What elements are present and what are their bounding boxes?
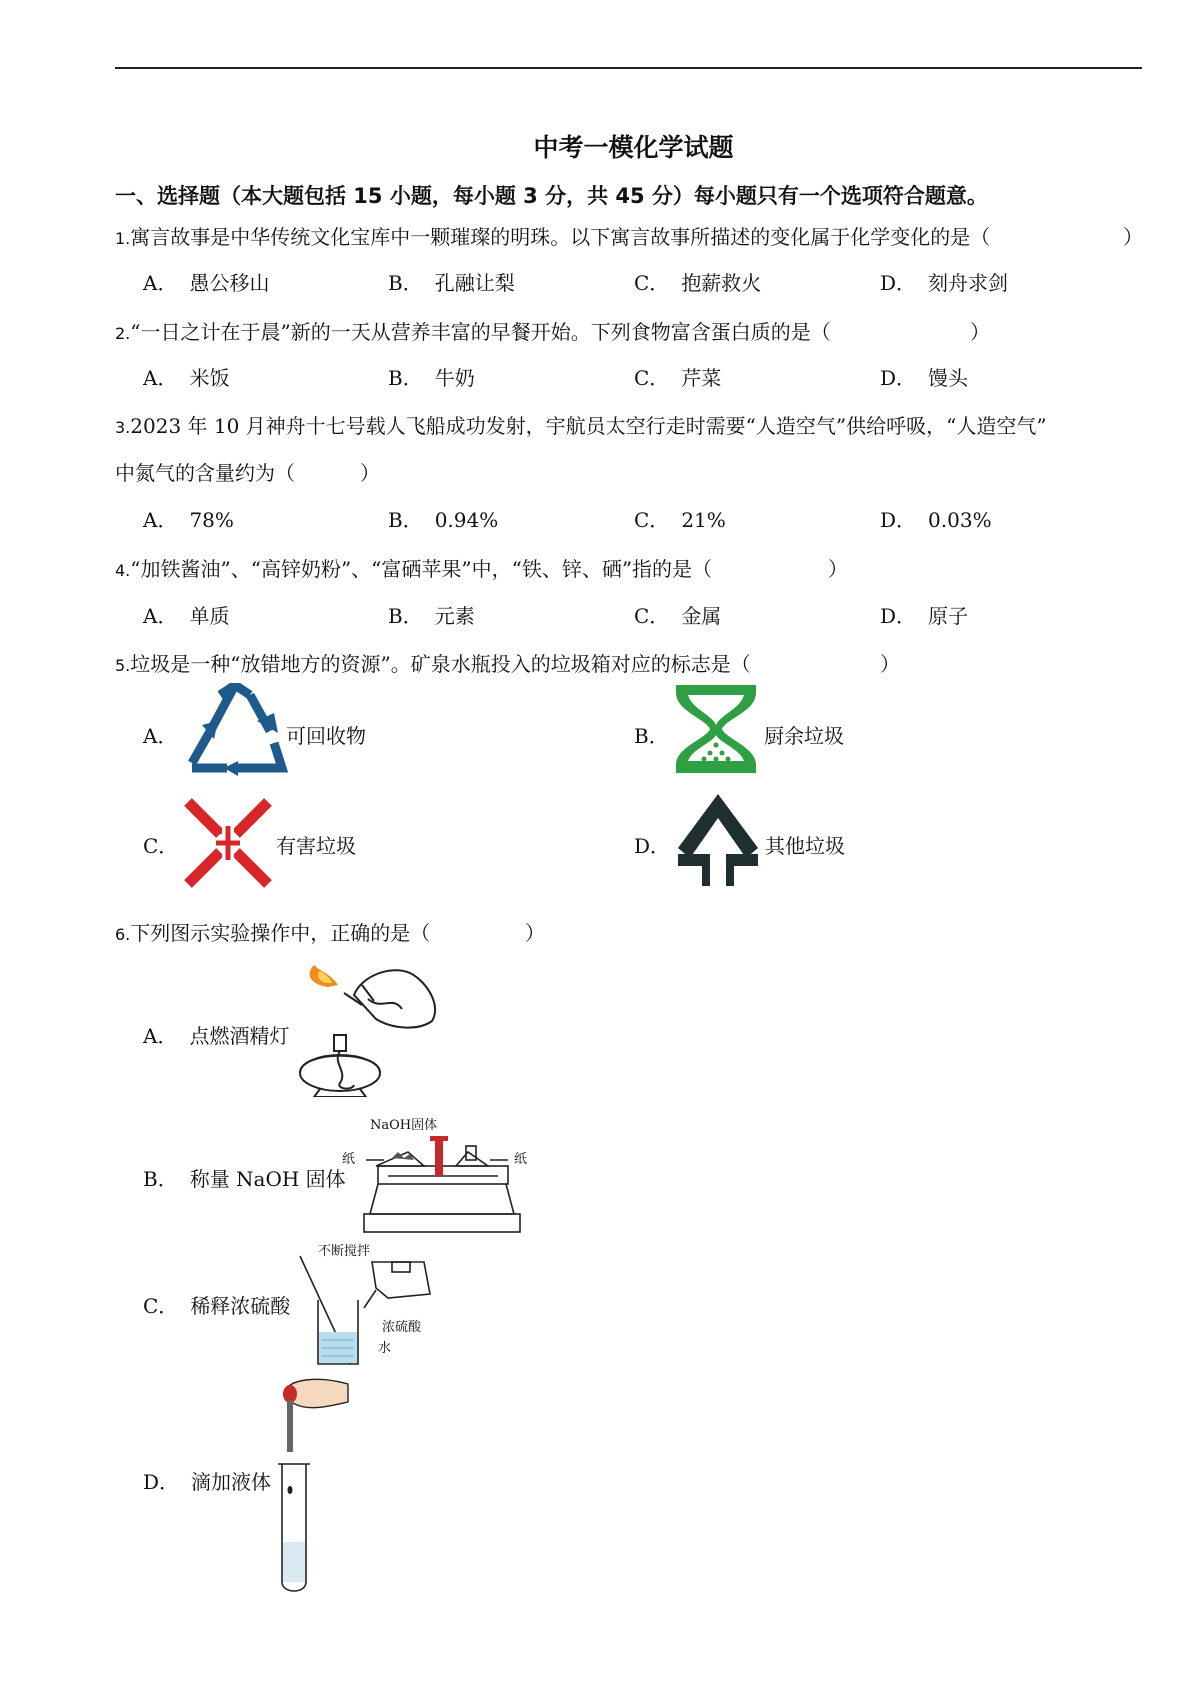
alcohol-lamp-icon [292,955,452,1097]
option-label: A． [143,271,178,295]
option-d[interactable] [880,362,968,391]
stir-label: 不断搅拌 [318,1244,371,1259]
dilute-acid-icon [292,1246,432,1368]
option-label: D． [880,366,917,390]
option-text: 金属 [681,604,722,628]
option-text: 稀释浓硫酸 [190,1294,291,1318]
question-number: 5. [115,656,131,675]
question-3 [115,410,1047,439]
section-heading: 一、选择题（本大题包括 15 小题，每小题 3 分，共 45 分）每小题只有一个选项符合题意。 [115,184,988,208]
option-label: B． [143,1167,178,1191]
recycle-icon [182,683,288,778]
option-c[interactable] [143,830,178,859]
option-label: A． [143,1024,178,1048]
option-a[interactable] [143,720,177,749]
option-text: 称量 NaOH 固体 [189,1167,346,1191]
option-label: A． [143,724,178,748]
question-4 [115,553,712,582]
option-label: C． [634,271,670,295]
question-number: 1. [115,229,131,248]
option-label: B． [388,604,423,628]
option-text: 0.03% [928,508,992,532]
paper-left-label: 纸 [342,1152,356,1167]
option-text: 馒头 [928,366,969,390]
option-label: A． [143,604,178,628]
option-c[interactable] [634,504,726,533]
option-b-caption: 厨余垃圾 [764,724,844,748]
option-label: B． [634,724,669,748]
option-a[interactable] [143,1020,289,1049]
question-number: 3. [115,418,131,437]
option-text: 点燃酒精灯 [189,1024,290,1048]
option-d[interactable] [143,1466,271,1495]
question-text: 中氮气的含量约为（ [115,461,295,485]
option-a[interactable] [143,600,229,629]
paper-right-label: 纸 [514,1152,528,1167]
option-label: A． [143,366,178,390]
option-label: D． [143,1470,180,1494]
option-c[interactable] [634,600,721,629]
option-label: D． [634,834,671,858]
header-rule [115,67,1142,69]
naoh-solid-label: NaOH固体 [370,1118,438,1133]
question-text: “一日之计在于晨”新的一天从营养丰富的早餐开始。下列食物富含蛋白质的是（ [130,320,831,344]
question-text: “加铁酱油”、“高锌奶粉”、“富硒苹果”中，“铁、锌、硒”指的是（ [130,557,713,581]
option-text: 0.94% [434,508,499,532]
option-label: B． [388,366,423,390]
option-c-caption: 有害垃圾 [276,834,356,858]
option-text: 米饭 [189,366,230,390]
option-text: 愚公移山 [189,271,270,295]
option-text: 牛奶 [434,366,475,390]
kitchen-waste-icon [670,681,762,777]
option-text: 抱薪救火 [681,271,762,295]
option-d[interactable] [880,267,1008,296]
question-text: 2023 年 10 月神舟十七号载人飞船成功发射，宇航员太空行走时需要“人造空气”供给呼吸，“人造空气” [130,414,1047,438]
option-label: C． [143,1294,179,1318]
answer-paren-close: ） [525,921,545,945]
question-text: 下列图示实验操作中，正确的是（ [130,921,431,945]
option-text: 21% [681,508,726,532]
option-label: C． [634,604,670,628]
option-d[interactable] [634,830,670,859]
question-1 [115,221,990,250]
question-3-line2 [115,457,295,486]
option-a-caption: 可回收物 [286,724,366,748]
option-d-caption: 其他垃圾 [765,834,845,858]
conc-acid-label: 浓硫酸 [382,1320,422,1335]
option-d[interactable] [880,600,968,629]
option-label: D． [880,604,917,628]
option-label: B． [388,508,423,532]
option-label: C． [634,508,670,532]
question-6 [115,917,430,946]
option-c[interactable] [634,362,721,391]
option-label: C． [143,834,179,858]
option-a[interactable] [143,362,229,391]
question-5 [115,648,751,677]
option-a[interactable] [143,504,234,533]
option-b[interactable] [388,600,475,629]
option-text: 原子 [928,604,969,628]
option-text: 芹菜 [681,366,722,390]
page-title: 中考一模化学试题 [533,133,734,162]
option-c[interactable] [143,1290,290,1319]
other-waste-icon [672,790,764,890]
answer-paren-close: ） [880,652,900,676]
option-text: 滴加液体 [191,1470,272,1494]
option-a[interactable] [143,267,269,296]
option-c[interactable] [634,267,761,296]
balance-scale-icon [338,1118,538,1236]
question-2 [115,316,831,345]
option-d[interactable] [880,504,992,533]
dropper-test-tube-icon [270,1372,352,1592]
option-label: B． [388,271,423,295]
option-b[interactable] [388,504,498,533]
harmful-waste-icon [182,798,274,888]
option-text: 单质 [189,604,230,628]
water-label: 水 [378,1341,392,1356]
option-b[interactable] [388,267,515,296]
answer-paren-close: ） [828,557,848,581]
option-label: C． [634,366,670,390]
option-label: A． [143,508,178,532]
option-b[interactable] [143,1163,346,1192]
option-label: D． [880,508,917,532]
option-text: 78% [189,508,234,532]
option-text: 元素 [434,604,475,628]
option-b[interactable] [388,362,475,391]
option-b[interactable] [634,720,669,749]
answer-paren-close: ） [360,461,380,485]
question-number: 2. [115,324,131,343]
question-text: 寓言故事是中华传统文化宝库中一颗璀璨的明珠。以下寓言故事所描述的变化属于化学变化的是（ [130,225,991,249]
answer-paren-close: ） [970,320,990,344]
option-text: 刻舟求剑 [928,271,1009,295]
question-number: 4. [115,561,131,580]
question-text: 垃圾是一种“放错地方的资源”。矿泉水瓶投入的垃圾箱对应的标志是（ [130,652,751,676]
option-text: 孔融让梨 [434,271,515,295]
option-label: D． [880,271,917,295]
question-number: 6. [115,925,131,944]
answer-paren-close: ） [1123,225,1143,249]
